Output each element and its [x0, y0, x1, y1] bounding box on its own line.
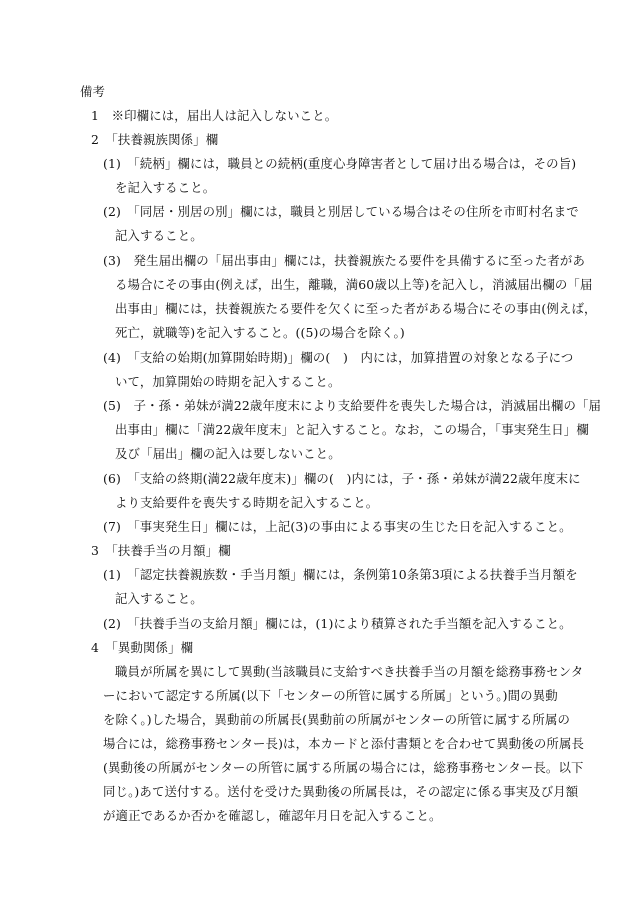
- note-4-para-2: ーにおいて認定する所属(以下「センターの所管に属する所属」という。)間の異動: [103, 688, 558, 703]
- note-2-5-cont-1: 出事由」欄に「満22歳年度末」と記入すること。なお，この場合，「事実発生日」欄: [115, 422, 589, 437]
- note-2-1: (1) 「続柄」欄には，職員との続柄(重度心身障害者として届け出る場合は，その旨): [103, 156, 577, 171]
- note-2-3-cont-1: る場合にその事由(例えば，出生，離職，満60歳以上等)を記入し，消滅届出欄の「届: [115, 277, 593, 292]
- note-2-3: (3) 発生届出欄の「届出事由」欄には，扶養親族たる要件を具備するに至った者があ: [103, 253, 586, 268]
- note-2: 2 「扶養親族関係」欄: [91, 132, 219, 147]
- note-2-4-cont: いて，加算開始の時期を記入すること。: [115, 374, 341, 389]
- note-2-7: (7) 「事実発生日」欄には，上記(3)の事由による事実の生じた日を記入すること。: [103, 519, 572, 534]
- note-4-para-3: を除く。)した場合，異動前の所属長(異動前の所属がセンターの所管に属する所属の: [103, 712, 571, 727]
- note-4-para-6: 同じ。)あて送付する。送付を受けた異動後の所属長は，その認定に係る事実及び月額: [103, 784, 579, 799]
- note-4-para-1: 職員が所属を異にして異動(当該職員に支給すべき扶養手当の月額を総務事務センタ: [115, 664, 584, 679]
- note-4-para-7: が適正であるか否かを確認し，確認年月日を記入すること。: [103, 808, 442, 823]
- note-4-para-5: (異動後の所属がセンターの所管に属する所属の場合には，総務事務センター長。以下: [103, 760, 584, 775]
- note-2-6-cont: より支給要件を喪失する時期を記入すること。: [115, 495, 379, 510]
- note-2-2: (2) 「同居・別居の別」欄には，職員と別居している場合はその住所を市町村名まで: [103, 204, 579, 219]
- note-3-1-cont: 記入すること。: [115, 591, 203, 606]
- note-3: 3 「扶養手当の月額」欄: [91, 543, 231, 558]
- note-1: 1 ※印欄には，届出人は記入しないこと。: [91, 108, 338, 123]
- note-3-2: (2) 「扶養手当の支給月額」欄には，(1)により積算された手当額を記入すること。: [103, 616, 572, 631]
- note-2-4: (4) 「支給の始期(加算開始時期)」欄の( ) 内には，加算措置の対象となる子につ: [103, 350, 574, 365]
- note-2-1-cont: を記入すること。: [115, 180, 216, 195]
- note-3-1: (1) 「認定扶養親族数・手当月額」欄には，条例第10条第3項による扶養手当月額を: [103, 567, 578, 582]
- note-4-para-4: 場合には，総務事務センター長)は，本カードと添付書類とを合わせて異動後の所属長: [103, 736, 585, 751]
- note-2-3-cont-2: 出事由」欄には，扶養親族たる要件を欠くに至った者がある場合にその事由(例えば，: [115, 301, 597, 316]
- note-2-2-cont: 記入すること。: [115, 228, 203, 243]
- note-2-5: (5) 子・孫・弟妹が満22歳年度末により支給要件を喪失した場合は，消滅届出欄の「届: [103, 398, 602, 413]
- remarks-heading: 備考: [80, 84, 106, 99]
- note-2-5-cont-2: 及び「届出」欄の記入は要しないこと。: [115, 446, 341, 461]
- note-2-3-cont-3: 死亡，就職等)を記入すること。((5)の場合を除く。): [115, 325, 405, 340]
- note-2-6: (6) 「支給の終期(満22歳年度末)」欄の( )内には，子・孫・弟妹が満22歳年度末に: [103, 471, 581, 486]
- note-4: 4 「異動関係」欄: [91, 640, 194, 655]
